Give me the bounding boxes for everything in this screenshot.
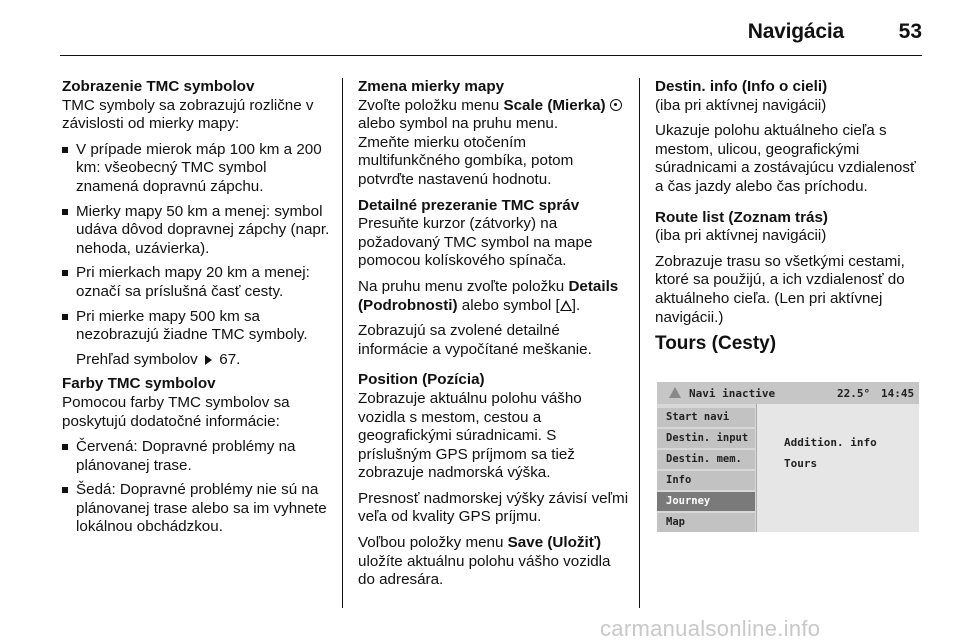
- nav-menu-item-start-navi[interactable]: Start navi: [657, 408, 755, 427]
- text: Zvoľte položku menu: [358, 96, 500, 114]
- text: Voľbou položky menu: [358, 534, 504, 552]
- paragraph: Zobrazuje trasu so všetkými cestami, ktoré sa použijú, a ich vzdialenosť do aktuálneho cieľa. (Len pri aktívnej navigácii.): [655, 252, 905, 326]
- list-item: Červená: Dopravné problémy na plánovanej trase.: [62, 438, 332, 475]
- cross-reference-text: Prehľad symbolov: [76, 350, 198, 368]
- page-number: 53: [898, 20, 922, 43]
- paragraph: Zobrazujú sa zvolené detailné informácie a vypočítané meškanie.: [358, 322, 592, 358]
- cross-reference-page: 67.: [219, 350, 241, 368]
- list-item: V prípade mierok máp 100 km a 200 km: všeobecný TMC symbol znamená dopravnú zápchu.: [62, 141, 332, 197]
- cross-reference[interactable]: [62, 351, 332, 370]
- section-heading: Tours (Cesty): [655, 333, 777, 355]
- section-title: Zobrazenie TMC symbolov: [62, 78, 255, 95]
- nav-time: 14:45: [881, 387, 915, 400]
- watermark: carmanualsonline.info: [600, 616, 821, 641]
- list-item: Pri mierkach mapy 20 km a menej: označí sa príslušná časť cesty.: [62, 264, 332, 301]
- section-title: Farby TMC symbolov: [62, 375, 216, 393]
- nav-menu: [657, 408, 755, 534]
- nav-menu-item-destin-input[interactable]: Destin. input: [657, 429, 755, 448]
- nav-info-list: [784, 432, 877, 474]
- menu-term: Details (Podrobnosti): [358, 277, 619, 314]
- paragraph: [358, 97, 630, 134]
- bullet-list: [62, 438, 332, 537]
- warning-triangle-icon: [669, 387, 681, 398]
- paragraph: (iba pri aktívnej navigácii): [655, 227, 827, 245]
- page-title: Navigácia: [747, 20, 844, 43]
- nav-info-panel: [756, 404, 919, 532]
- paragraph: (iba pri aktívnej navigácii): [655, 96, 827, 114]
- scale-icon: [610, 99, 622, 111]
- section-title: Destin. info (Info o cieli): [655, 78, 828, 95]
- section-title: Zmena mierky mapy: [358, 78, 505, 95]
- text: Na pruhu menu zvoľte položku: [358, 277, 565, 295]
- text: alebo symbol na pruhu menu.: [358, 115, 559, 133]
- nav-info-item[interactable]: Tours: [784, 457, 818, 470]
- menu-term: Save (Uložiť): [507, 534, 602, 552]
- nav-screen-figure: [657, 382, 919, 532]
- paragraph: Na pruhu menu zvoľte položku Details (Podrobnosti) alebo symbol [ ].: [358, 277, 619, 314]
- list-item: Pri mierke mapy 500 km sa nezobrazujú žiadne TMC symboly.: [62, 308, 332, 345]
- paragraph: TMC symboly sa zobrazujú rozlične v závislosti od mierky mapy:: [62, 96, 314, 133]
- column-3: [655, 78, 927, 370]
- column-divider: [342, 78, 343, 608]
- paragraph: Pomocou farby TMC symbolov sa poskytujú dodatočné informácie:: [62, 393, 290, 430]
- paragraph: Presuňte kurzor (zátvorky) na požadovaný TMC symbol na mape pomocou kolískového spínača.: [358, 215, 593, 270]
- column-2: [358, 78, 630, 597]
- nav-menu-item-destin-mem[interactable]: Destin. mem.: [657, 450, 755, 469]
- text: alebo symbol: [461, 296, 552, 314]
- nav-info-item[interactable]: Addition. info: [784, 436, 877, 449]
- section-title: Detailné prezeranie TMC správ: [358, 196, 580, 214]
- text: uložíte aktuálnu polohu vášho vozidla do adresára.: [358, 552, 611, 589]
- nav-status: Navi inactive: [689, 387, 776, 400]
- list-item: Šedá: Dopravné problémy nie sú na plánovanej trase alebo sa im vyhnete lokálnou obchádzkou.: [62, 481, 332, 537]
- header-rule: [60, 55, 922, 56]
- list-item: Mierky mapy 50 km a menej: symbol udáva dôvod dopravnej zápchy (napr. nehoda, uzávierka).: [62, 203, 332, 259]
- arrow-right-icon: [205, 355, 212, 365]
- paragraph: [358, 534, 630, 590]
- paragraph: Zmeňte mierku otočením multifunkčného gombíka, potom potvrďte nastavenú hodnotu.: [358, 133, 574, 188]
- paragraph: Ukazuje polohu aktuálneho cieľa s mestom, ulicou, geografickými súradnicami a zostávajúcu vzdialenosť a čas jazdy alebo čas príchodu.: [655, 122, 916, 195]
- nav-status-bar: [657, 382, 919, 404]
- warning-triangle-icon: [560, 300, 572, 311]
- paragraph: Zobrazuje aktuálnu polohu vášho vozidla s mestom, cestou a geografickými súradnicami. S príslušným GPS príjmom sa tiež zobrazuje nadmorská výška.: [358, 389, 582, 482]
- page-header: [0, 0, 960, 60]
- nav-temperature: 22.5°: [837, 387, 871, 400]
- column-1: [62, 78, 332, 543]
- paragraph: Presnosť nadmorskej výšky závisí veľmi veľa od kvality GPS príjmu.: [358, 489, 629, 526]
- menu-term: Scale (Mierka): [503, 96, 606, 114]
- bullet-list: [62, 141, 332, 345]
- nav-menu-item-journey[interactable]: Journey: [657, 492, 755, 511]
- column-divider: [639, 78, 640, 608]
- section-title: Route list (Zoznam trás): [655, 208, 828, 226]
- nav-menu-item-info[interactable]: Info: [657, 471, 755, 490]
- nav-menu-item-map[interactable]: Map: [657, 513, 755, 532]
- section-title: Position (Pozícia): [358, 371, 485, 389]
